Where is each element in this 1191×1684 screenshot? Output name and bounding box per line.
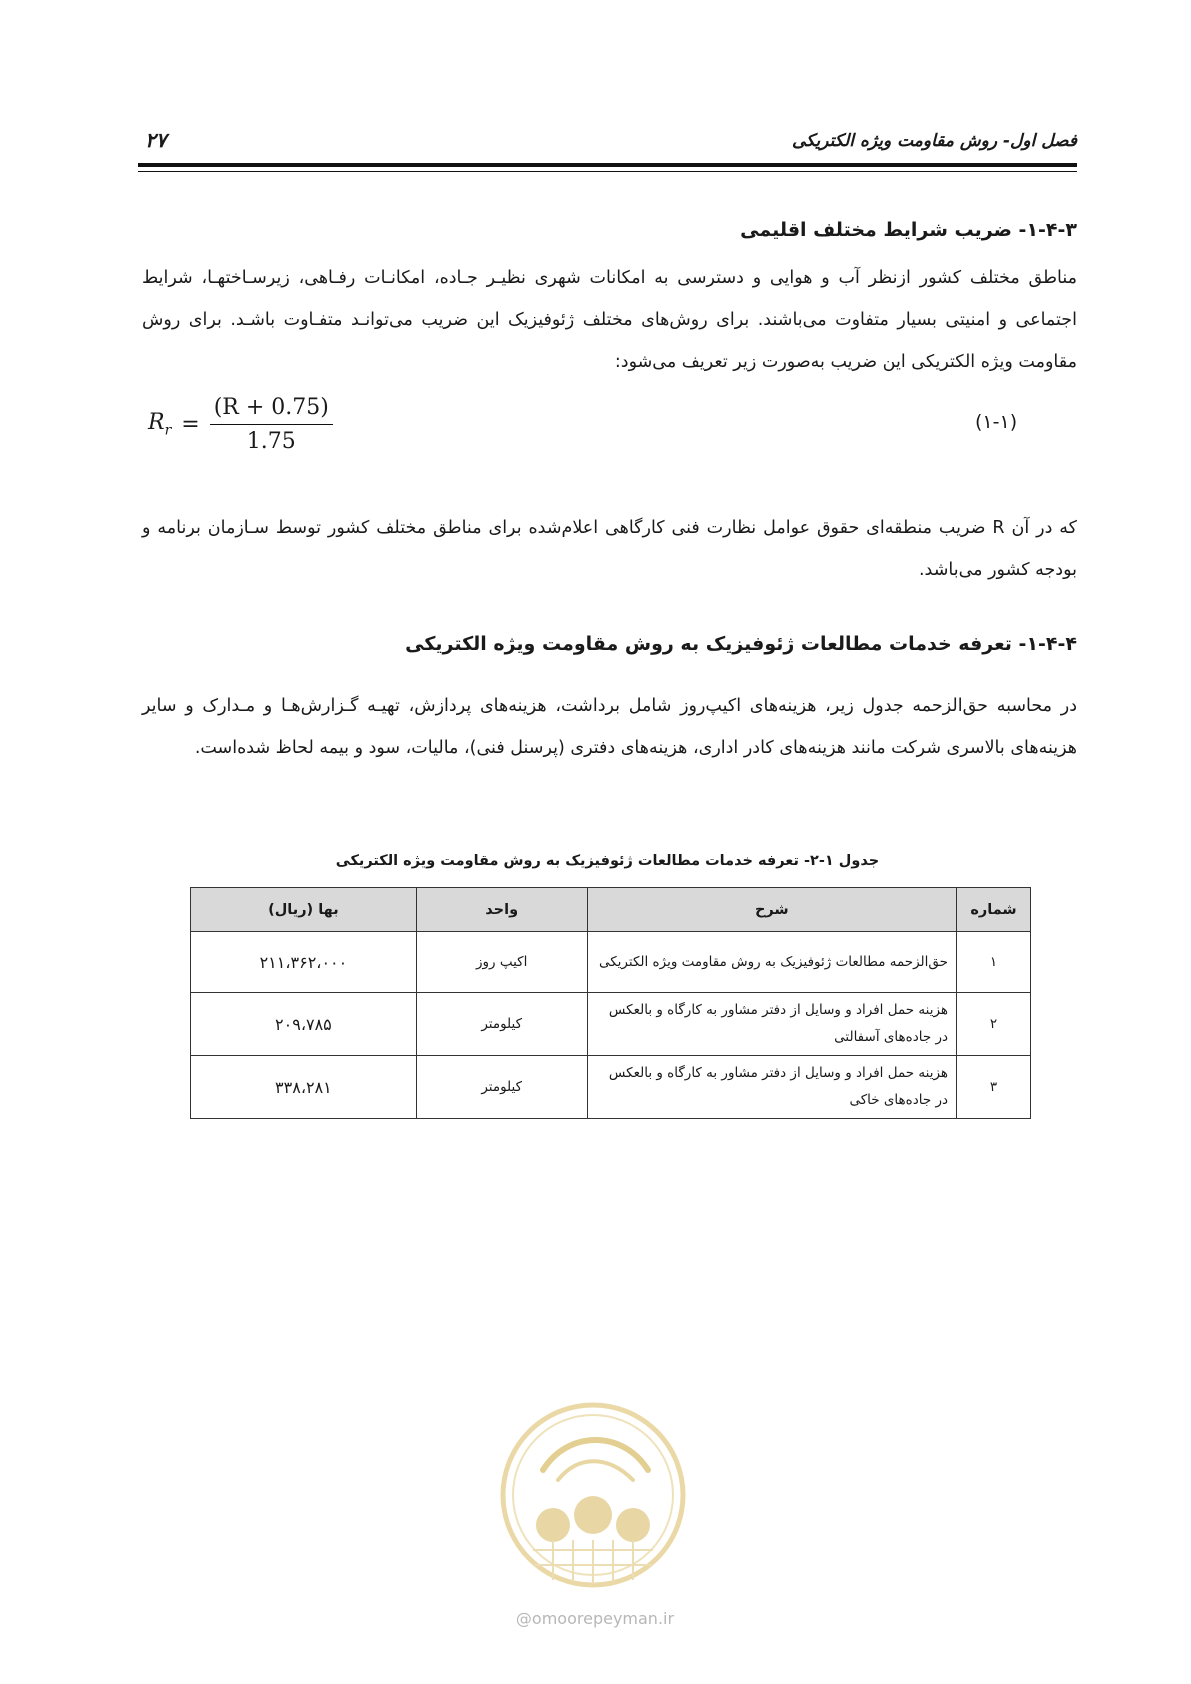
watermark-site: @omoorepeyman.ir xyxy=(515,1609,675,1628)
cell-unit: کیلومتر xyxy=(416,993,587,1056)
section-heading-climate: ۱-۴-۳- ضریب شرایط مختلف اقلیمی xyxy=(740,219,1077,241)
cell-number: ۳ xyxy=(957,1056,1031,1119)
cell-number: ۱ xyxy=(957,932,1031,993)
header-rule-thick xyxy=(138,163,1077,167)
table-header-row xyxy=(191,888,1031,932)
cell-price: ۳۳۸،۲۸۱ xyxy=(191,1056,417,1119)
paragraph-climate: مناطق مختلف کشور ازنظر آب و هوایی و دسترسی به امکانات شهری نظیـر جـاده، امکانـات رفـاهی، زیرسـاختهـا، شرایط اجتماعی و امنیتی بسیار متفاوت می‌باشند. برای روش‌های مختلف ژئوفیزیک این ضریب می‌توانـد متفـاوت باشـد. برای روش مقاومت ویژه الکتریکی این ضریب به‌صورت زیر تعریف می‌شود: xyxy=(142,268,1077,372)
paragraph-tariff: در محاسبه حق‌الزحمه جدول زیر، هزینه‌های اکیپ‌روز شامل برداشت، هزینه‌های پردازش، تهیـه گـزارش‌هـا و مـدارک و سایر هزینه‌های بالاسری شرکت مانند هزینه‌های کادر اداری، هزینه‌های دفتری (پرسنل فنی)، مالیات، سود و بیمه لحاظ شده‌است. xyxy=(142,696,1077,758)
cell-unit: اکیپ روز xyxy=(416,932,587,993)
header-rule-thin xyxy=(138,171,1077,172)
running-title: فصل اول- روش مقاومت ویژه الکتریکی xyxy=(791,131,1077,151)
cell-description: حق‌الزحمه مطالعات ژئوفیزیک به روش مقاومت ویژه الکتریکی xyxy=(587,932,956,993)
equation-number: (۱-۱) xyxy=(975,411,1018,433)
table-row xyxy=(191,932,1031,993)
section-heading-tariff: ۱-۴-۴- تعرفه خدمات مطالعات ژئوفیزیک به روش مقاومت ویژه الکتریکی xyxy=(405,633,1077,655)
header-unit: واحد xyxy=(416,888,587,932)
header-number: شماره xyxy=(957,888,1031,932)
table-row xyxy=(191,993,1031,1056)
formula-denominator: 1.75 xyxy=(246,429,296,454)
paragraph-r-definition: که در آن R ضریب منطقه‌ای حقوق عوامل نظارت فنی کارگاهی اعلام‌شده برای مناطق مختلف کشور توسط سـازمان برنامه و بودجه کشور می‌باشد. xyxy=(142,518,1078,580)
cell-price: ۲۱۱،۳۶۲،۰۰۰ xyxy=(191,932,417,993)
formula-equals: = xyxy=(181,412,200,437)
header-description: شرح xyxy=(587,888,956,932)
formula-rr xyxy=(148,395,333,454)
table-caption: جدول ۱-۲- تعرفه خدمات مطالعات ژئوفیزیک به روش مقاومت ویژه الکتریکی xyxy=(335,853,880,869)
header-price: بها (ریال) xyxy=(191,888,417,932)
formula-numerator: (R + 0.75) xyxy=(210,395,333,425)
cell-number: ۲ xyxy=(957,993,1031,1056)
tariff-table xyxy=(190,887,1031,1119)
cell-unit: کیلومتر xyxy=(416,1056,587,1119)
table-row xyxy=(191,1056,1031,1119)
cell-price: ۲۰۹،۷۸۵ xyxy=(191,993,417,1056)
cell-description: هزینه حمل افراد و وسایل از دفتر مشاور به کارگاه و بالعکس در جاده‌های خاکی xyxy=(587,1056,956,1119)
page-number: ۲۷ xyxy=(145,128,167,152)
formula-lhs: $R_r$ xyxy=(148,410,172,439)
cell-description: هزینه حمل افراد و وسایل از دفتر مشاور به کارگاه و بالعکس در جاده‌های آسفالتی xyxy=(587,993,956,1056)
watermark-seal-logo xyxy=(498,1400,688,1590)
formula-fraction xyxy=(210,395,333,454)
